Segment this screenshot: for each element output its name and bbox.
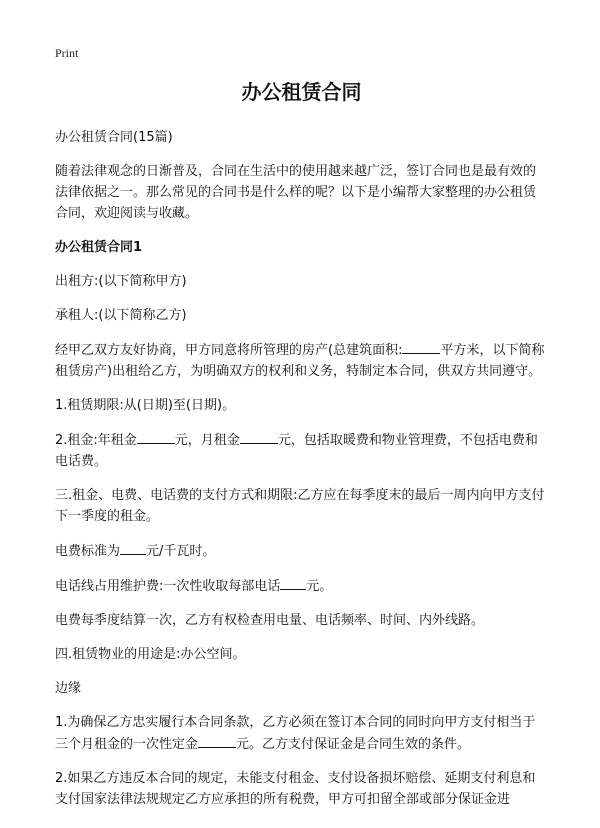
agreement-text-b: 平方米，以下简称租赁房产)出租给乙方，为明确双方的权利和义务，特制定本合同，供双方共同遵守。 xyxy=(55,343,545,379)
lessor-line: 出租方:(以下简称甲方) xyxy=(55,274,187,289)
rent-text-c: 元，包括取暖费和物业管理费，不包括电费和电话费。 xyxy=(55,433,538,469)
breach-clause: 2.如果乙方违反本合同的规定，未能支付租金、支付设备损坏赔偿、延期支付利息和支付国家法律法规规定乙方应承担的所有税费，甲方可扣留全部或部分保证金进 xyxy=(55,771,536,807)
print-link[interactable]: Print xyxy=(55,46,79,60)
electric-text-b: 元/千瓦时。 xyxy=(146,544,216,559)
electricity-rate xyxy=(55,540,548,562)
agreement-text-a: 经甲乙双方友好协商，甲方同意将所管理的房产(总建筑面积: xyxy=(55,343,403,358)
section-heading: 办公租赁合同1 xyxy=(55,240,143,255)
agreement-paragraph xyxy=(55,339,548,382)
phone-text-b: 元。 xyxy=(306,579,333,594)
rent-text-b: 元，月租金 xyxy=(174,433,240,448)
phone-text-a: 电话线占用维护费:一次性收取每部电话 xyxy=(55,579,281,594)
clause-usage: 四.租赁物业的用途是:办公空间。 xyxy=(55,647,246,662)
deposit-clause xyxy=(55,712,548,755)
electric-text-a: 电费标准为 xyxy=(55,544,121,559)
phone-fee-blank xyxy=(280,575,306,590)
electric-rate-blank xyxy=(120,540,146,555)
lessee-line: 承租人:(以下简称乙方) xyxy=(55,308,187,323)
document-title: 办公租赁合同 xyxy=(241,80,362,104)
edge-heading: 边缘 xyxy=(55,681,82,696)
clause-rent xyxy=(55,429,548,472)
phone-fee xyxy=(55,575,548,597)
quarterly-settlement: 电费每季度结算一次，乙方有权检查用电量、电话频率、时间、内外线路。 xyxy=(55,613,485,628)
document-subtitle: 办公租赁合同(15篇) xyxy=(55,130,173,145)
clause-term: 1.租赁期限:从(日期)至(日期)。 xyxy=(55,398,236,413)
document-body xyxy=(55,78,548,823)
deposit-text-a: 1.为确保乙方忠实履行本合同条款，乙方必须在签订本合同的同时向甲方支付相当于三个月租金的一次性定金 xyxy=(55,715,536,752)
area-blank xyxy=(402,339,440,354)
intro-paragraph: 随着法律观念的日渐普及，合同在生活中的使用越来越广泛，签订合同也是最有效的法律依据之一。那么常见的合同书是什么样的呢？以下是小编帮大家整理的办公租赁合同，欢迎阅读与收藏。 xyxy=(55,164,537,221)
clause-payment: 三.租金、电费、电话费的支付方式和期限:乙方应在每季度末的最后一周内向甲方支付下一季度的租金。 xyxy=(55,488,545,524)
annual-rent-blank xyxy=(137,429,175,444)
rent-text-a: 2.租金:年租金 xyxy=(55,433,137,448)
deposit-text-b: 元。乙方支付保证金是合同生效的条件。 xyxy=(236,737,471,752)
monthly-rent-blank xyxy=(240,429,278,444)
deposit-blank xyxy=(198,733,236,748)
